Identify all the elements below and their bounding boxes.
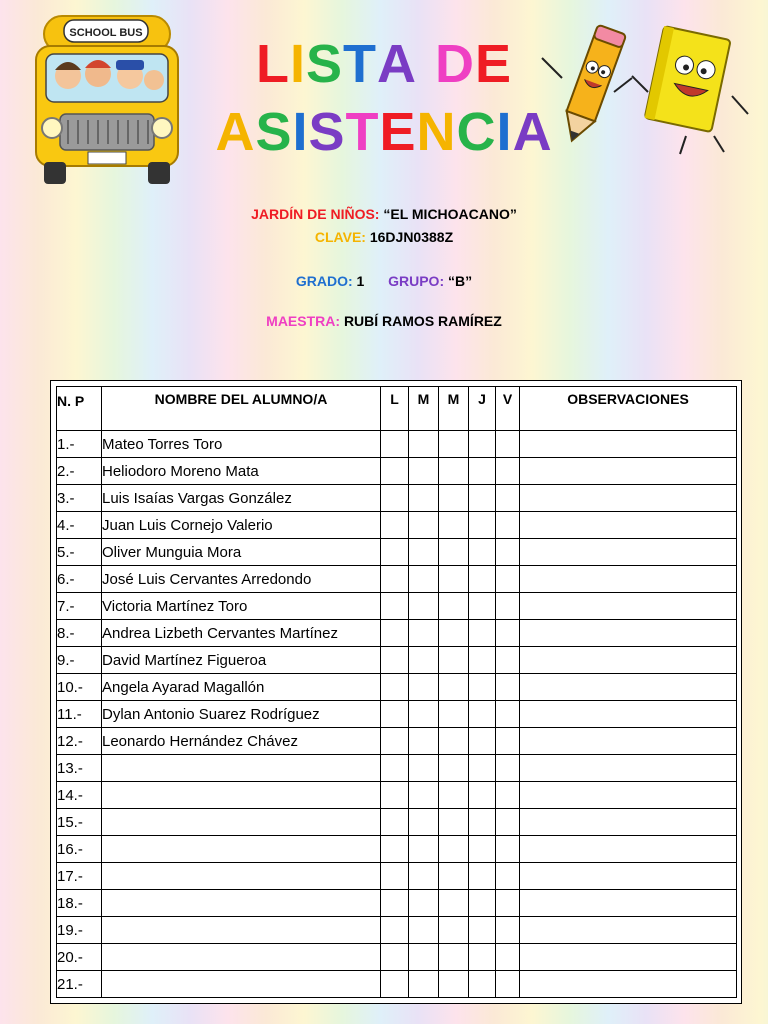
school-name-line <box>0 206 768 222</box>
attendance-cell-tuesday[interactable] <box>409 890 439 917</box>
student-name <box>102 755 381 782</box>
attendance-cell-friday[interactable] <box>496 971 520 998</box>
school-bus-image <box>20 10 192 188</box>
attendance-cell-monday[interactable] <box>381 728 409 755</box>
attendance-cell-wednesday[interactable] <box>439 485 469 512</box>
title-line-1-letter: D <box>435 34 475 94</box>
attendance-cell-thursday[interactable] <box>469 566 496 593</box>
school-name-value: “EL MICHOACANO” <box>383 206 517 222</box>
student-name: Mateo Torres Toro <box>102 431 381 458</box>
title-line-1-letter: I <box>289 34 306 94</box>
attendance-cell-thursday[interactable] <box>469 674 496 701</box>
school-code-value: 16DJN0388Z <box>369 229 454 245</box>
header-student-name: NOMBRE DEL ALUMNO/A <box>102 387 381 431</box>
attendance-cell-tuesday[interactable] <box>409 755 439 782</box>
attendance-cell-friday[interactable] <box>496 458 520 485</box>
table-row <box>57 620 737 647</box>
student-name: Luis Isaías Vargas González <box>102 485 381 512</box>
observations-cell[interactable] <box>520 512 737 539</box>
table-row <box>57 674 737 701</box>
page-title <box>200 30 568 166</box>
title-line-1 <box>200 30 568 98</box>
title-line-2-letter: I <box>292 102 309 162</box>
attendance-cell-wednesday[interactable] <box>439 539 469 566</box>
title-line-2-letter: E <box>379 102 417 162</box>
attendance-cell-tuesday[interactable] <box>409 620 439 647</box>
observations-cell[interactable] <box>520 539 737 566</box>
attendance-cell-friday[interactable] <box>496 944 520 971</box>
title-line-1-letter: L <box>255 34 290 94</box>
title-line-2 <box>200 98 568 166</box>
student-name: Angela Ayarad Magallón <box>102 674 381 701</box>
school-code-label: CLAVE: <box>314 229 366 245</box>
student-name: Andrea Lizbeth Cervantes Martínez <box>102 620 381 647</box>
title-line-2-letter: N <box>416 102 457 162</box>
title-line-1-letter: A <box>377 34 417 94</box>
attendance-cell-tuesday[interactable] <box>409 971 439 998</box>
observations-cell[interactable] <box>520 674 737 701</box>
attendance-cell-thursday[interactable] <box>469 944 496 971</box>
student-name <box>102 971 381 998</box>
attendance-cell-friday[interactable] <box>496 863 520 890</box>
attendance-table <box>56 386 737 998</box>
attendance-cell-friday[interactable] <box>496 647 520 674</box>
table-row <box>57 728 737 755</box>
student-name <box>102 836 381 863</box>
table-row <box>57 863 737 890</box>
attendance-cell-wednesday[interactable] <box>439 863 469 890</box>
table-row <box>57 458 737 485</box>
row-number: 19.- <box>57 917 102 944</box>
attendance-cell-wednesday[interactable] <box>439 674 469 701</box>
table-row <box>57 971 737 998</box>
table-row <box>57 755 737 782</box>
row-number: 2.- <box>57 458 102 485</box>
attendance-cell-wednesday[interactable] <box>439 431 469 458</box>
student-name <box>102 863 381 890</box>
row-number: 3.- <box>57 485 102 512</box>
teacher-value: RUBÍ RAMOS RAMÍREZ <box>343 313 502 329</box>
attendance-cell-monday[interactable] <box>381 971 409 998</box>
attendance-cell-tuesday[interactable] <box>409 593 439 620</box>
attendance-cell-friday[interactable] <box>496 566 520 593</box>
attendance-cell-thursday[interactable] <box>469 485 496 512</box>
row-number: 9.- <box>57 647 102 674</box>
table-row <box>57 782 737 809</box>
attendance-cell-thursday[interactable] <box>469 620 496 647</box>
title-line-1-letter: S <box>305 34 343 94</box>
title-line-2-letter: A <box>512 102 553 162</box>
observations-cell[interactable] <box>520 458 737 485</box>
observations-cell[interactable] <box>520 944 737 971</box>
student-name: Victoria Martínez Toro <box>102 593 381 620</box>
attendance-cell-tuesday[interactable] <box>409 647 439 674</box>
header-day-tuesday: M <box>409 387 439 431</box>
student-name: Dylan Antonio Suarez Rodríguez <box>102 701 381 728</box>
attendance-cell-tuesday[interactable] <box>409 539 439 566</box>
attendance-cell-wednesday[interactable] <box>439 809 469 836</box>
attendance-cell-wednesday[interactable] <box>439 836 469 863</box>
title-line-2-letter: A <box>215 102 256 162</box>
attendance-cell-friday[interactable] <box>496 836 520 863</box>
student-name: José Luis Cervantes Arredondo <box>102 566 381 593</box>
row-number: 20.- <box>57 944 102 971</box>
teacher-line <box>0 313 768 329</box>
row-number: 13.- <box>57 755 102 782</box>
attendance-cell-monday[interactable] <box>381 485 409 512</box>
attendance-cell-thursday[interactable] <box>469 971 496 998</box>
row-number: 7.- <box>57 593 102 620</box>
table-row <box>57 944 737 971</box>
attendance-cell-wednesday[interactable] <box>439 458 469 485</box>
student-name: Juan Luis Cornejo Valerio <box>102 512 381 539</box>
title-line-2-letter: S <box>255 102 293 162</box>
attendance-cell-tuesday[interactable] <box>409 944 439 971</box>
attendance-cell-monday[interactable] <box>381 809 409 836</box>
table-row <box>57 809 737 836</box>
attendance-cell-wednesday[interactable] <box>439 593 469 620</box>
attendance-cell-wednesday[interactable] <box>439 701 469 728</box>
attendance-cell-friday[interactable] <box>496 809 520 836</box>
attendance-cell-thursday[interactable] <box>469 458 496 485</box>
table-row <box>57 917 737 944</box>
observations-cell[interactable] <box>520 620 737 647</box>
title-line-2-letter: C <box>456 102 497 162</box>
attendance-cell-friday[interactable] <box>496 755 520 782</box>
observations-cell[interactable] <box>520 809 737 836</box>
row-number: 1.- <box>57 431 102 458</box>
table-header-row <box>57 387 737 431</box>
observations-cell[interactable] <box>520 836 737 863</box>
attendance-cell-monday[interactable] <box>381 431 409 458</box>
attendance-cell-wednesday[interactable] <box>439 620 469 647</box>
table-row <box>57 431 737 458</box>
observations-cell[interactable] <box>520 728 737 755</box>
attendance-cell-thursday[interactable] <box>469 809 496 836</box>
attendance-cell-thursday[interactable] <box>469 728 496 755</box>
observations-cell[interactable] <box>520 593 737 620</box>
attendance-cell-friday[interactable] <box>496 701 520 728</box>
attendance-cell-thursday[interactable] <box>469 863 496 890</box>
bus-sign-text: SCHOOL BUS <box>69 27 143 39</box>
table-row <box>57 593 737 620</box>
attendance-cell-wednesday[interactable] <box>439 512 469 539</box>
attendance-cell-tuesday[interactable] <box>409 566 439 593</box>
attendance-cell-wednesday[interactable] <box>439 755 469 782</box>
attendance-cell-thursday[interactable] <box>469 539 496 566</box>
table-row <box>57 647 737 674</box>
title-line-1-letter: E <box>475 34 513 94</box>
attendance-cell-tuesday[interactable] <box>409 431 439 458</box>
attendance-cell-monday[interactable] <box>381 647 409 674</box>
attendance-cell-friday[interactable] <box>496 728 520 755</box>
grade-label: GRADO: <box>295 273 353 289</box>
attendance-cell-tuesday[interactable] <box>409 836 439 863</box>
attendance-cell-friday[interactable] <box>496 890 520 917</box>
header-day-thursday: J <box>469 387 496 431</box>
observations-cell[interactable] <box>520 566 737 593</box>
table-row <box>57 512 737 539</box>
attendance-cell-wednesday[interactable] <box>439 782 469 809</box>
attendance-cell-monday[interactable] <box>381 566 409 593</box>
attendance-cell-monday[interactable] <box>381 674 409 701</box>
attendance-cell-friday[interactable] <box>496 674 520 701</box>
table-row <box>57 701 737 728</box>
row-number: 10.- <box>57 674 102 701</box>
attendance-cell-thursday[interactable] <box>469 836 496 863</box>
attendance-cell-friday[interactable] <box>496 620 520 647</box>
table-row <box>57 836 737 863</box>
attendance-cell-tuesday[interactable] <box>409 782 439 809</box>
header-day-wednesday: M <box>439 387 469 431</box>
observations-cell[interactable] <box>520 485 737 512</box>
row-number: 14.- <box>57 782 102 809</box>
attendance-cell-tuesday[interactable] <box>409 674 439 701</box>
row-number: 6.- <box>57 566 102 593</box>
attendance-cell-tuesday[interactable] <box>409 728 439 755</box>
attendance-cell-monday[interactable] <box>381 620 409 647</box>
header-np: N. P <box>57 387 102 431</box>
attendance-cell-monday[interactable] <box>381 539 409 566</box>
title-line-2-letter: I <box>496 102 513 162</box>
student-name <box>102 782 381 809</box>
student-name <box>102 890 381 917</box>
student-name <box>102 944 381 971</box>
student-name <box>102 917 381 944</box>
attendance-table-frame <box>50 380 742 1004</box>
attendance-cell-monday[interactable] <box>381 863 409 890</box>
attendance-cell-monday[interactable] <box>381 755 409 782</box>
attendance-cell-friday[interactable] <box>496 539 520 566</box>
attendance-cell-thursday[interactable] <box>469 890 496 917</box>
observations-cell[interactable] <box>520 971 737 998</box>
table-row <box>57 566 737 593</box>
row-number: 17.- <box>57 863 102 890</box>
student-name: Heliodoro Moreno Mata <box>102 458 381 485</box>
teacher-label: MAESTRA: <box>266 313 341 329</box>
student-name: David Martínez Figueroa <box>102 647 381 674</box>
attendance-cell-friday[interactable] <box>496 782 520 809</box>
header-day-monday: L <box>381 387 409 431</box>
attendance-cell-monday[interactable] <box>381 458 409 485</box>
attendance-cell-tuesday[interactable] <box>409 485 439 512</box>
grade-group-line <box>0 273 768 289</box>
row-number: 12.- <box>57 728 102 755</box>
row-number: 4.- <box>57 512 102 539</box>
attendance-cell-thursday[interactable] <box>469 593 496 620</box>
attendance-cell-monday[interactable] <box>381 836 409 863</box>
attendance-cell-tuesday[interactable] <box>409 701 439 728</box>
table-row <box>57 890 737 917</box>
observations-cell[interactable] <box>520 701 737 728</box>
attendance-cell-monday[interactable] <box>381 593 409 620</box>
attendance-cell-tuesday[interactable] <box>409 863 439 890</box>
school-name-label: JARDÍN DE NIÑOS: <box>251 206 380 222</box>
student-name <box>102 809 381 836</box>
student-name: Leonardo Hernández Chávez <box>102 728 381 755</box>
attendance-cell-friday[interactable] <box>496 593 520 620</box>
observations-cell[interactable] <box>520 782 737 809</box>
header-day-friday: V <box>496 387 520 431</box>
title-line-2-letter: T <box>345 102 380 162</box>
row-number: 21.- <box>57 971 102 998</box>
attendance-cell-thursday[interactable] <box>469 431 496 458</box>
observations-cell[interactable] <box>520 431 737 458</box>
grade-value: 1 <box>356 273 365 289</box>
header-observations: OBSERVACIONES <box>520 387 737 431</box>
row-number: 15.- <box>57 809 102 836</box>
table-row <box>57 539 737 566</box>
attendance-cell-wednesday[interactable] <box>439 944 469 971</box>
attendance-cell-wednesday[interactable] <box>439 890 469 917</box>
observations-cell[interactable] <box>520 647 737 674</box>
pencil-book-mascots-image <box>536 18 752 160</box>
school-code-line <box>0 229 768 245</box>
title-line-1-letter: T <box>343 34 377 94</box>
attendance-cell-tuesday[interactable] <box>409 458 439 485</box>
attendance-cell-tuesday[interactable] <box>409 809 439 836</box>
observations-cell[interactable] <box>520 917 737 944</box>
attendance-cell-wednesday[interactable] <box>439 728 469 755</box>
attendance-cell-wednesday[interactable] <box>439 917 469 944</box>
attendance-cell-monday[interactable] <box>381 944 409 971</box>
group-value: “B” <box>448 273 473 289</box>
attendance-cell-tuesday[interactable] <box>409 512 439 539</box>
row-number: 8.- <box>57 620 102 647</box>
attendance-cell-tuesday[interactable] <box>409 917 439 944</box>
attendance-cell-wednesday[interactable] <box>439 647 469 674</box>
student-name: Oliver Munguia Mora <box>102 539 381 566</box>
title-line-2-letter: S <box>308 102 346 162</box>
row-number: 18.- <box>57 890 102 917</box>
observations-cell[interactable] <box>520 755 737 782</box>
attendance-cell-thursday[interactable] <box>469 701 496 728</box>
attendance-cell-monday[interactable] <box>381 782 409 809</box>
attendance-cell-friday[interactable] <box>496 431 520 458</box>
attendance-cell-thursday[interactable] <box>469 917 496 944</box>
group-label: GRUPO: <box>388 273 445 289</box>
observations-cell[interactable] <box>520 890 737 917</box>
table-row <box>57 485 737 512</box>
attendance-cell-thursday[interactable] <box>469 782 496 809</box>
attendance-cell-wednesday[interactable] <box>439 566 469 593</box>
observations-cell[interactable] <box>520 863 737 890</box>
row-number: 11.- <box>57 701 102 728</box>
attendance-cell-thursday[interactable] <box>469 647 496 674</box>
attendance-cell-monday[interactable] <box>381 701 409 728</box>
attendance-cell-thursday[interactable] <box>469 755 496 782</box>
row-number: 16.- <box>57 836 102 863</box>
attendance-cell-monday[interactable] <box>381 917 409 944</box>
attendance-cell-monday[interactable] <box>381 512 409 539</box>
attendance-cell-wednesday[interactable] <box>439 971 469 998</box>
row-number: 5.- <box>57 539 102 566</box>
attendance-cell-monday[interactable] <box>381 890 409 917</box>
attendance-cell-friday[interactable] <box>496 512 520 539</box>
attendance-cell-friday[interactable] <box>496 485 520 512</box>
attendance-cell-friday[interactable] <box>496 917 520 944</box>
attendance-cell-thursday[interactable] <box>469 512 496 539</box>
